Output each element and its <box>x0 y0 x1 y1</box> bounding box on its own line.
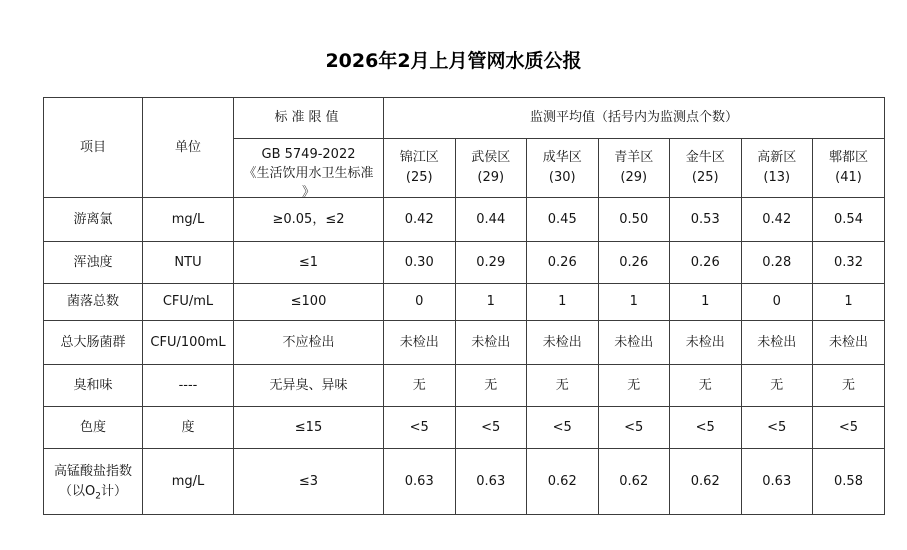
unit-cell: CFU/mL <box>143 284 234 321</box>
table-row <box>44 365 885 407</box>
value-cell: 0.26 <box>527 242 599 284</box>
header-unit-label: 单位 <box>143 98 234 198</box>
district-point-count: (29) <box>477 170 505 185</box>
standard-doc-line3: 》 <box>301 185 315 200</box>
district-header-cell <box>527 139 599 198</box>
value-cell: 无 <box>527 365 599 407</box>
item-cell: 臭和味 <box>44 365 143 407</box>
water-quality-table <box>43 97 885 515</box>
value-cell: 未检出 <box>741 321 813 365</box>
item-line2-post: 计） <box>100 483 127 499</box>
table-row <box>44 321 885 365</box>
header-monitoring-label: 监测平均值（括号内为监测点个数） <box>384 98 885 139</box>
header-standard-doc-cell <box>234 139 384 198</box>
value-cell: 0.26 <box>670 242 742 284</box>
district-name: 成华区 <box>542 150 582 165</box>
value-cell: 无 <box>741 365 813 407</box>
value-cell: 0.54 <box>813 198 885 242</box>
standard-doc-text <box>234 139 383 200</box>
header-standard-limit-label: 标准限值 <box>234 98 384 139</box>
table-row <box>44 407 885 449</box>
district-header-cell <box>384 139 456 198</box>
district-point-count: (29) <box>620 170 648 185</box>
district-point-count: (30) <box>548 170 576 185</box>
value-cell: 0.30 <box>384 242 456 284</box>
standard-doc-line2: 《生活饮用水卫生标准 <box>243 166 374 181</box>
district-name: 金牛区 <box>685 150 725 165</box>
unit-cell: mg/L <box>143 449 234 515</box>
value-cell: 0.44 <box>455 198 527 242</box>
value-cell: 0.62 <box>527 449 599 515</box>
item-line2-subscript: 2 <box>95 491 101 502</box>
value-cell: 未检出 <box>813 321 885 365</box>
district-header-cell <box>598 139 670 198</box>
district-name: 武侯区 <box>471 150 511 165</box>
item-cell: 色度 <box>44 407 143 449</box>
district-point-count: (25) <box>691 170 719 185</box>
value-cell: <5 <box>670 407 742 449</box>
unit-cell: ---- <box>143 365 234 407</box>
item-line2-pre: （以O <box>59 483 96 499</box>
table-row <box>44 242 885 284</box>
value-cell: 0.45 <box>527 198 599 242</box>
page-title: 2026年2月上月管网水质公报 <box>325 50 582 72</box>
value-cell: 无 <box>598 365 670 407</box>
district-point-count: (13) <box>763 170 791 185</box>
value-cell: 0.62 <box>670 449 742 515</box>
item-cell <box>44 449 143 515</box>
limit-cell: ≤100 <box>234 284 384 321</box>
limit-cell: ≤1 <box>234 242 384 284</box>
district-header-cell <box>741 139 813 198</box>
limit-cell: 不应检出 <box>234 321 384 365</box>
value-cell: 0.42 <box>384 198 456 242</box>
value-cell: 1 <box>813 284 885 321</box>
district-header-cell <box>670 139 742 198</box>
value-cell: 未检出 <box>455 321 527 365</box>
table-row <box>44 449 885 515</box>
value-cell: 0.42 <box>741 198 813 242</box>
value-cell: <5 <box>384 407 456 449</box>
item-cell: 浑浊度 <box>44 242 143 284</box>
value-cell: 0.53 <box>670 198 742 242</box>
table-row <box>44 284 885 321</box>
value-cell: 0 <box>384 284 456 321</box>
item-name: 高锰酸盐指数 <box>53 463 132 479</box>
value-cell: 0.29 <box>455 242 527 284</box>
item-cell: 菌落总数 <box>44 284 143 321</box>
value-cell: 0.62 <box>598 449 670 515</box>
value-cell: 1 <box>598 284 670 321</box>
district-name: 高新区 <box>757 150 797 165</box>
district-header-cell <box>813 139 885 198</box>
value-cell: 未检出 <box>670 321 742 365</box>
value-cell: <5 <box>598 407 670 449</box>
unit-cell: CFU/100mL <box>143 321 234 365</box>
unit-cell: mg/L <box>143 198 234 242</box>
value-cell: 0.63 <box>455 449 527 515</box>
value-cell: 0.63 <box>384 449 456 515</box>
limit-cell: ≤15 <box>234 407 384 449</box>
value-cell: 无 <box>455 365 527 407</box>
value-cell: 无 <box>670 365 742 407</box>
table-header-row-1 <box>44 98 885 139</box>
item-cell: 游离氯 <box>44 198 143 242</box>
item-cell: 总大肠菌群 <box>44 321 143 365</box>
limit-cell: ≥0.05，≤2 <box>234 198 384 242</box>
value-cell: 未检出 <box>598 321 670 365</box>
standard-doc-line1: GB 5749-2022 <box>261 147 356 162</box>
item-name-line2 <box>44 482 142 502</box>
header-item-label: 项目 <box>44 98 143 198</box>
value-cell: 0.50 <box>598 198 670 242</box>
value-cell: 0.58 <box>813 449 885 515</box>
unit-cell: NTU <box>143 242 234 284</box>
district-header-cell <box>455 139 527 198</box>
district-name: 青羊区 <box>614 150 654 165</box>
district-name: 锦江区 <box>399 150 439 165</box>
value-cell: 无 <box>813 365 885 407</box>
value-cell: 1 <box>527 284 599 321</box>
district-point-count: (25) <box>405 170 433 185</box>
value-cell: 1 <box>670 284 742 321</box>
district-name: 郫都区 <box>828 150 868 165</box>
value-cell: <5 <box>527 407 599 449</box>
limit-cell: 无异臭、异味 <box>234 365 384 407</box>
value-cell: 0.28 <box>741 242 813 284</box>
limit-cell: ≤3 <box>234 449 384 515</box>
value-cell: <5 <box>455 407 527 449</box>
table-row <box>44 198 885 242</box>
value-cell: 0.63 <box>741 449 813 515</box>
unit-cell: 度 <box>143 407 234 449</box>
value-cell: 0 <box>741 284 813 321</box>
value-cell: <5 <box>813 407 885 449</box>
value-cell: 1 <box>455 284 527 321</box>
value-cell: 0.32 <box>813 242 885 284</box>
value-cell: <5 <box>741 407 813 449</box>
value-cell: 未检出 <box>384 321 456 365</box>
value-cell: 未检出 <box>527 321 599 365</box>
value-cell: 无 <box>384 365 456 407</box>
value-cell: 0.26 <box>598 242 670 284</box>
district-point-count: (41) <box>835 170 862 185</box>
